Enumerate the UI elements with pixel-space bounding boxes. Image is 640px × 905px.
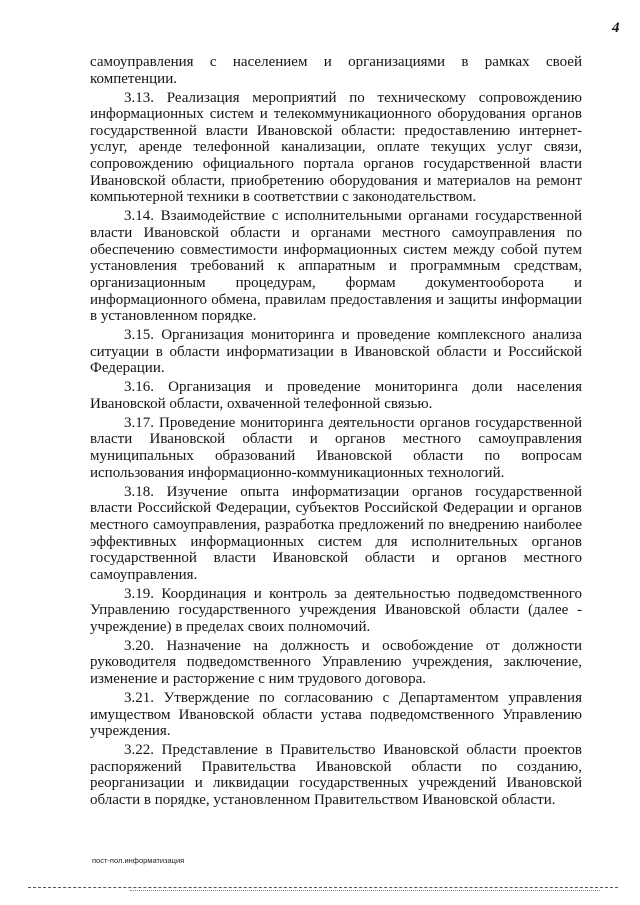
footer-file-name: пост-пол.информатизация: [92, 856, 185, 865]
paragraph-3-22: 3.22. Представление в Правительство Ивановской области проектов распоряжений Правительства Ивановской области по созданию, реорганизации и ликвидации государственных учреждений Ивановской области в порядке, установленном Правительством Ивановской области.: [90, 742, 582, 809]
paragraph-continuation: самоуправления с населением и организациями в рамках своей компетенции.: [90, 54, 582, 87]
document-body: [90, 54, 582, 809]
paragraph-3-21: 3.21. Утверждение по согласованию с Департаментом управления имуществом Ивановской области устава подведомственного Управлению учреждения.: [90, 689, 582, 740]
paragraph-3-19: 3.19. Координация и контроль за деятельностью подведомственного Управлению государственного учреждения Ивановской области (далее - учреждение) в пределах своих полномочий.: [90, 585, 582, 635]
page-number: 4: [612, 20, 620, 36]
paragraph-3-20: 3.20. Назначение на должность и освобождение от должности руководителя подведомственного Управлению учреждения, заключение, изменение и расторжение с ним трудового договора.: [90, 637, 582, 688]
paragraph-3-14: 3.14. Взаимодействие с исполнительными органами государственной власти Ивановской области и органами местного самоуправления по обеспечению совместимости информационных систем между собой путем установления требований к аппаратным и программным средствам, организационным процедурам, формам документооборота и информационного обмена, правилам предоставления и защиты информации в установленном порядке.: [90, 208, 582, 325]
paragraph-3-16: 3.16. Организация и проведение мониторинга доли населения Ивановской области, охваченной телефонной связью.: [90, 379, 582, 412]
paragraph-3-13: 3.13. Реализация мероприятий по техническому сопровождению информационных систем и телекоммуникационного оборудования органов государственной власти Ивановской области: предоставлению интернет-услуг, аренде телефонной канализации, оплате текущих услуг связи, сопровождению официального портала органов государственной власти Ивановской области, приобретению оборудования и материалов на ремонт компьютерной техники в соответствии с законодательством.: [90, 89, 582, 206]
paragraph-3-17: 3.17. Проведение мониторинга деятельности органов государственной власти Ивановской области и органов местного самоуправления муниципальных образований Ивановской области по вопросам использования информационно-коммуникационных технологий.: [90, 414, 582, 481]
scan-edge-line: [28, 887, 618, 888]
paragraph-3-18: 3.18. Изучение опыта информатизации органов государственной власти Российской Федерации, субъектов Российской Федерации и органов местного самоуправления, разработка предложений по внедрению наиболее эффективных информационных систем для исполнительных органов государственной власти Ивановской области и органов местного самоуправления.: [90, 483, 582, 583]
paragraph-3-15: 3.15. Организация мониторинга и проведение комплексного анализа ситуации в области информатизации в Ивановской области и Российской Федерации.: [90, 327, 582, 377]
scan-edge-line-secondary: [130, 890, 600, 891]
